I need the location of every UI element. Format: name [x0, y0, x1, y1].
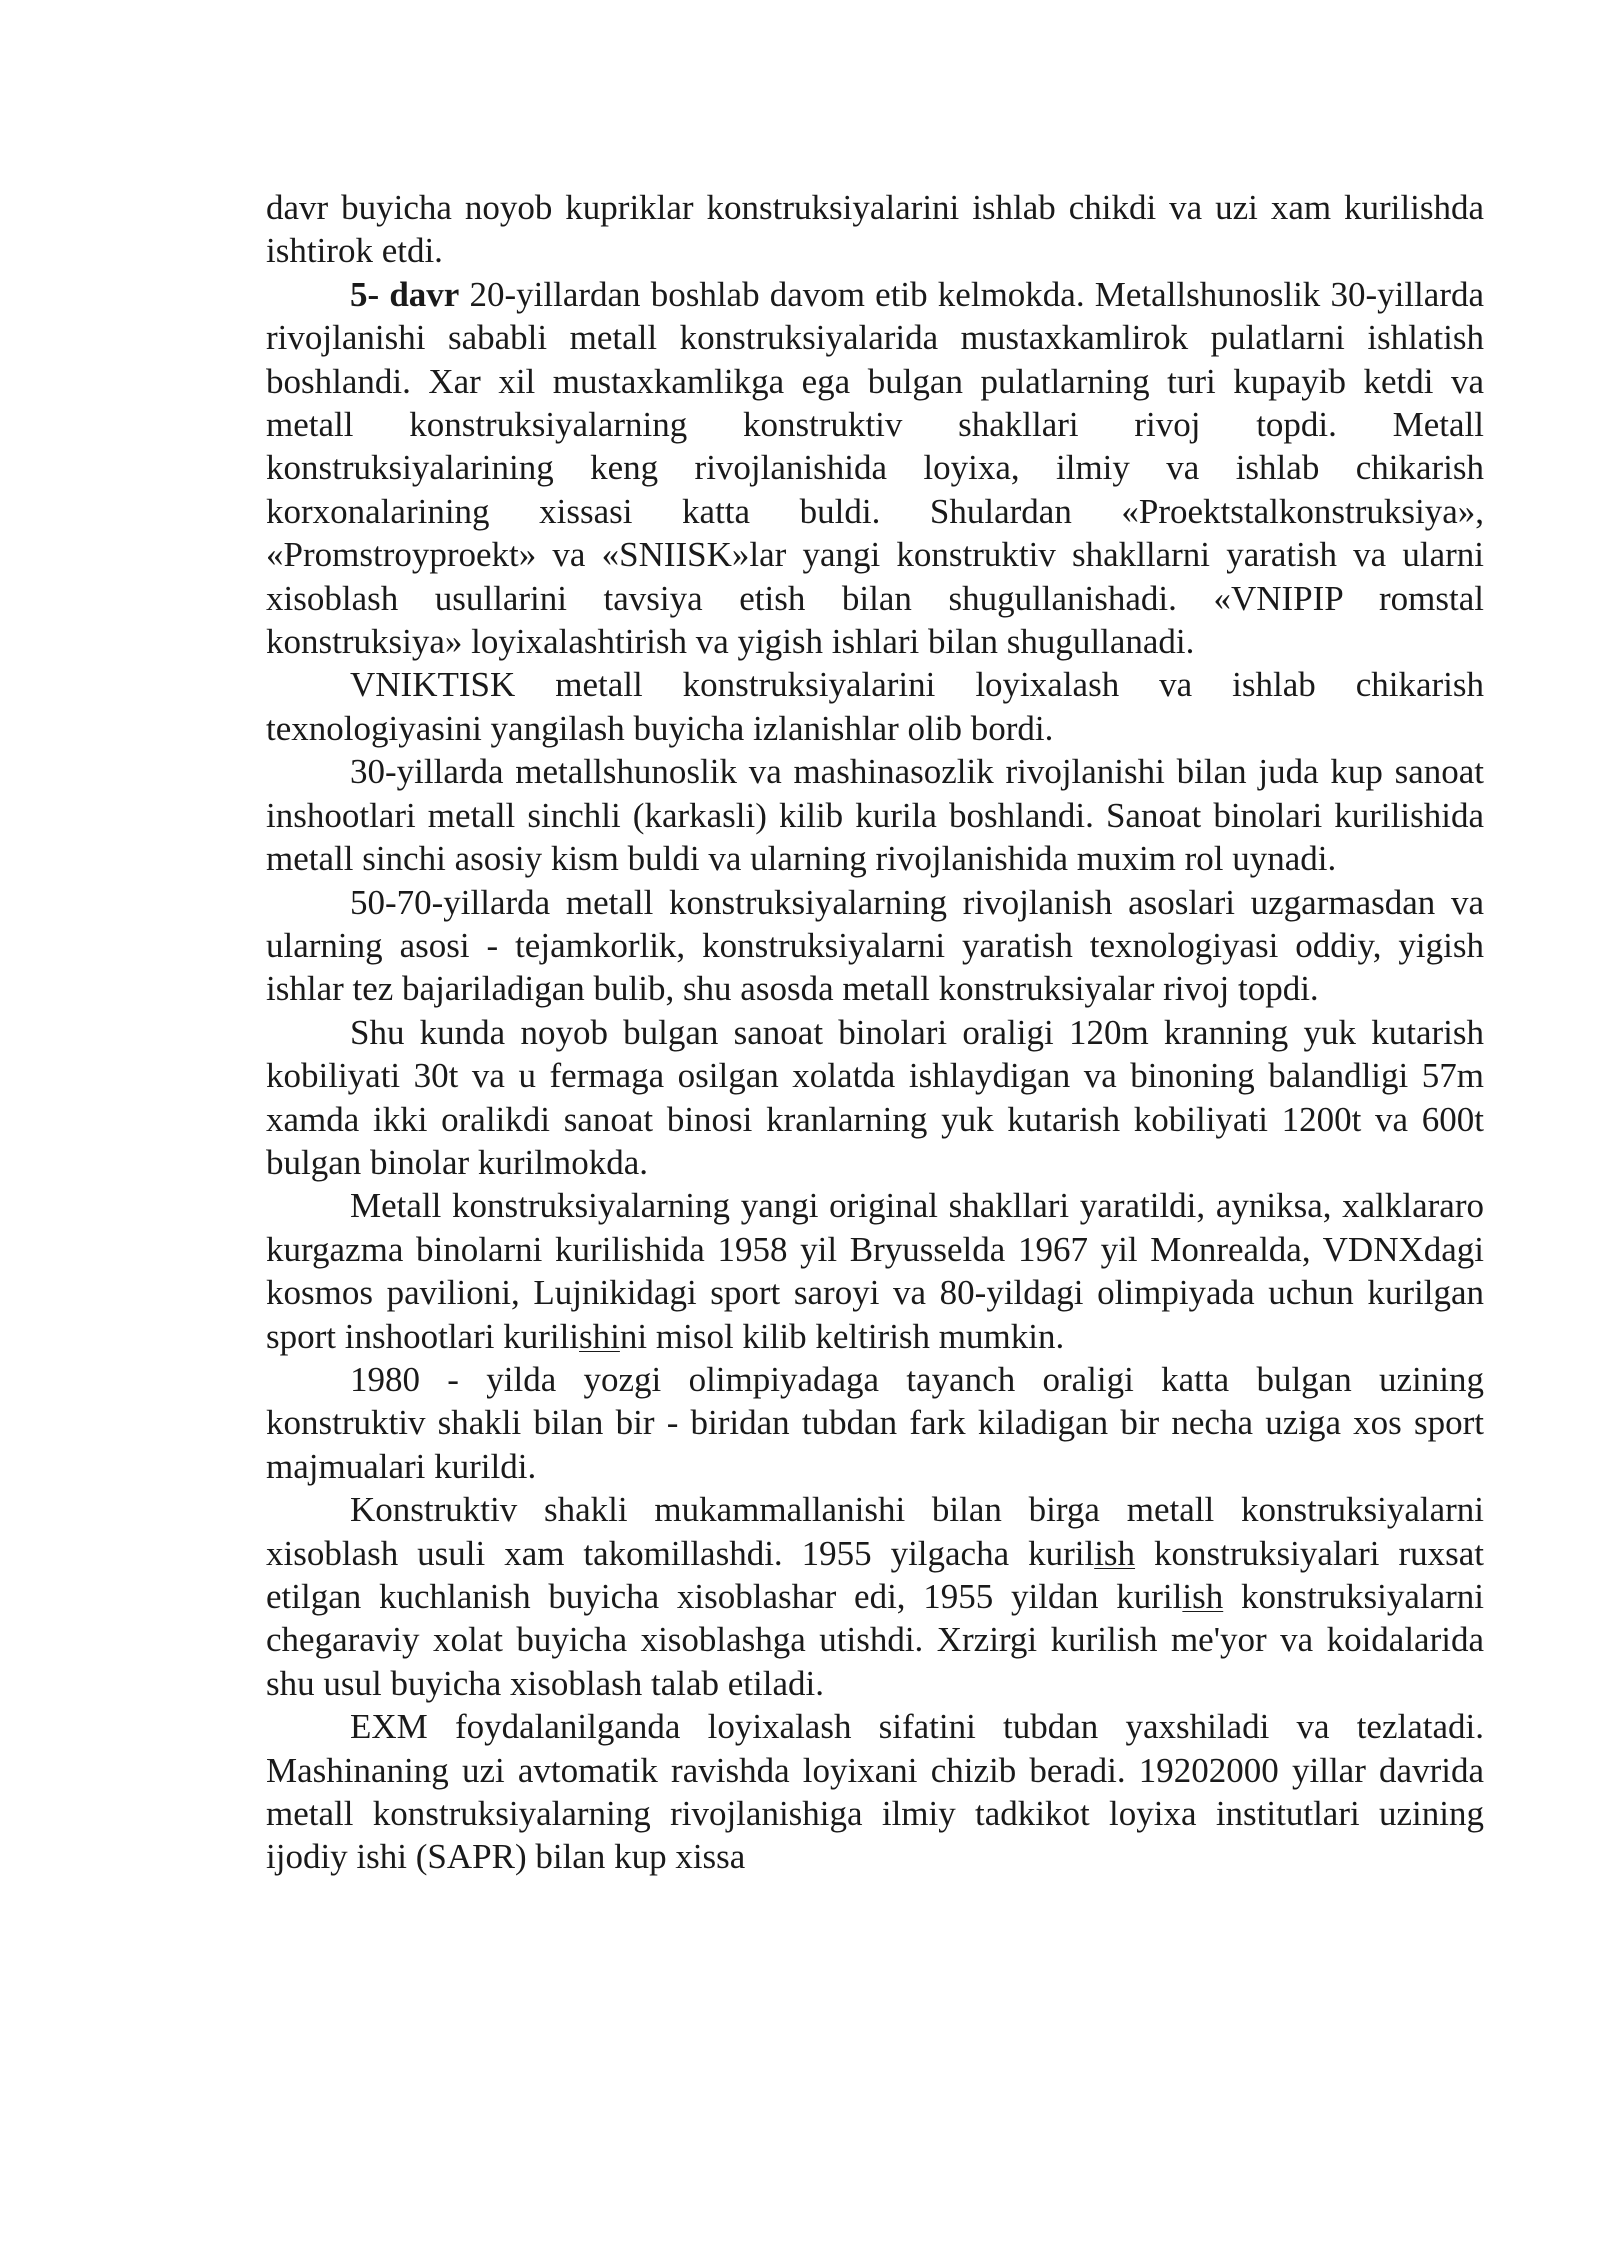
paragraph-5 — [266, 881, 1484, 1011]
underlined-text: ish — [1182, 1577, 1224, 1616]
paragraph-8-text: 1980 - yilda yozgi olimpiyadaga tayanch oraligi katta bulgan uzining konstruktiv shakli bilan bir - biridan tubdan fark kiladigan bir necha uziga xos sport majmualari kurildi. — [266, 1359, 1484, 1486]
paragraph-3 — [266, 663, 1484, 750]
paragraph-7 — [266, 1184, 1484, 1358]
underlined-text: ish — [1094, 1533, 1136, 1573]
paragraph-7-text-b: ni misol kilib keltirish mumkin. — [619, 1316, 1065, 1356]
period-heading: 5- davr — [350, 274, 460, 314]
paragraph-5-text: 50-70-yillarda metall konstruksiyalarning rivojlanish asoslari uzgarmasdan va ularning asosi - tejamkorlik, konstruksiyalarni yaratish texnologiyasi oddiy, yigish ishlar tez bajariladigan bulib, shu asosda metall konstruksiyalar rivoj topdi. — [266, 882, 1484, 1009]
paragraph-8 — [266, 1358, 1484, 1488]
paragraph-2-text: 20-yillardan boshlab davom etib kelmokda. Metallshunoslik 30-yillarda rivojlanishi sababli metall konstruksiyalarida mustaxkamlirok pulatlarni ishlatish boshlandi. Xar xil mustaxkamlikga ega bulgan pulatlarning turi kupayib ketdi va metall konstruksiyalarning konstruktiv shakllari rivoj topdi. Metall konstruksiyalarining keng rivojlanishida loyixa, ilmiy va ishlab chikarish korxonalarining xissasi katta buldi. Shulardan «Proektstalkonstruksiya», «Promstroyproekt» va «SNIISK»lar yangi konstruktiv shakllarni yaratish va ularni xisoblash usullarini tavsiya etish bilan shugullanishadi. «VNIPIP romstal konstruksiya» loyixalashtirish va yigish ishlari bilan shugullanadi. — [266, 274, 1485, 662]
paragraph-9 — [266, 1488, 1484, 1705]
paragraph-10-text: EXM foydalanilganda loyixalash sifatini tubdan yaxshiladi va tezlatadi. Mashinaning uzi avtomatik ravishda loyixani chizib beradi. 19202000 yillar davrida metall konstruksiyalarning rivojlanishiga ilmiy tadkikot loyixa institutlari uzining ijodiy ishi (SAPR) bilan kup xissa — [266, 1707, 1484, 1877]
paragraph-10 — [266, 1705, 1484, 1879]
paragraph-1-text: davr buyicha noyob kupriklar konstruksiyalarini ishlab chikdi va uzi xam kurilishda ishtirok etdi. — [266, 188, 1484, 271]
paragraph-6-text: Shu kunda noyob bulgan sanoat binolari oraligi 120m kranning yuk kutarish kobiliyati 30t va u fermaga osilgan xolatda ishlaydigan va binoning balandligi 57m xamda ikki oralikdi sanoat binosi kranlarning yuk kutarish kobiliyati 1200t va 600t bulgan binolar kurilmokda. — [266, 1012, 1484, 1182]
document-page — [266, 186, 1484, 1879]
paragraph-6 — [266, 1011, 1484, 1185]
paragraph-4-text: 30-yillarda metallshunoslik va mashinasozlik rivojlanishi bilan juda kup sanoat inshootlari metall sinchli (karkasli) kilib kurila boshlandi. Sanoat binolari kurilishida metall sinchi asosiy kism buldi va ularning rivojlanishida muxim rol uynadi. — [266, 752, 1484, 879]
paragraph-3-text: VNIKTISK metall konstruksiyalarini loyixalash va ishlab chikarish texnologiyasini yangilash buyicha izlanishlar olib bordi. — [266, 665, 1484, 748]
paragraph-4 — [266, 750, 1484, 880]
paragraph-9-text-a: Konstruktiv shakli mukammallanishi bilan birga metall konstruksiyalarni xisoblash usuli xam takomillashdi. 1955 yilgacha kuril — [266, 1490, 1484, 1573]
paragraph-1 — [266, 186, 1484, 273]
underlined-text: shi — [579, 1316, 620, 1356]
paragraph-9-text-b: konstruksiyalari ruxsat etilgan kuchlanish buyicha xisoblashar edi, 1955 yildan kuril — [266, 1533, 1484, 1616]
paragraph-2 — [266, 273, 1484, 664]
paragraph-9-text-c: konstruksiyalarni chegaraviy xolat buyicha xisoblashga utishdi. Xrzirgi kurilish me'yor va koidalarida shu usul buyicha xisoblash talab etiladi. — [266, 1577, 1484, 1703]
paragraph-7-text-a: Metall konstruksiyalarning yangi original shakllari yaratildi, ayniksa, xalklararo kurgazma binolarni kurilishida 1958 yil Bryusselda 1967 yil Monrealda, VDNXdagi kosmos pavilioni, Lujnikidagi sport saroyi va 80-yildagi olimpiyada uchun kurilgan sport inshootlari kurili — [266, 1186, 1484, 1356]
